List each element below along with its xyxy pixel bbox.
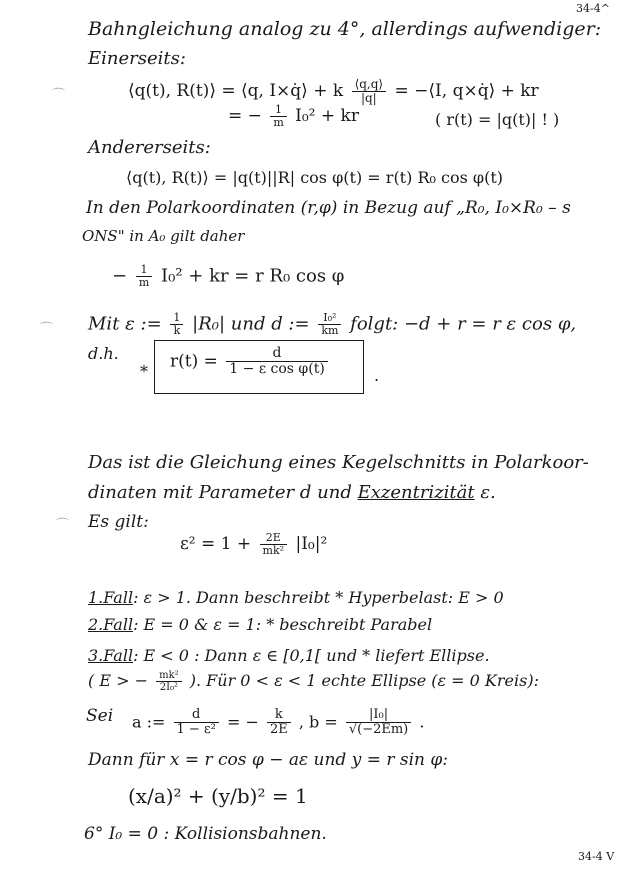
- margin-mark: ⌒: [56, 518, 70, 533]
- equation-3: ⟨q(t), R(t)⟩ = |q(t)||R| cos φ(t) = r(t) R₀ cos φ(t): [126, 168, 503, 187]
- sei-definitions: a := $\frac{d}{\text{1 − ε²}}$ = − $\frac{k}{2E}$ , b = $\frac{\text{|I₀|}}{√(-2Em)}$ .: [132, 707, 425, 738]
- case-3: 3.Fall: E < 0 : Dann ε ∈ [0,1[ und * liefert Ellipse.: [88, 646, 490, 665]
- page-number-top: 34-4^: [576, 2, 610, 15]
- einerseits-label: Einerseits:: [88, 48, 186, 69]
- dann-line: Dann für x = r cos φ − aε und y = r sin φ:: [88, 750, 449, 770]
- sei-label: Sei: [86, 706, 114, 726]
- dh-label: d.h.: [88, 344, 119, 363]
- page-number-bottom: 34-4 V: [578, 850, 615, 863]
- heading-line: Bahngleichung analog zu 4°, allerdings aufwendiger:: [88, 18, 602, 40]
- equation-1: ⟨q(t), R(t)⟩ = ⟨q, I×q̇⟩ + k $\frac{⟨q,q⟩}{|q|}$ = −⟨I, q×q̇⟩ + kr: [128, 77, 539, 106]
- star-marker: *: [140, 362, 148, 381]
- equation-2: = − $\frac{1}{m}$ I₀² + kr: [228, 103, 359, 130]
- case-2: 2.Fall: E = 0 & ε = 1: * beschreibt Parabel: [88, 615, 433, 634]
- case-1: 1.Fall: ε > 1. Dann beschreibt * Hyperbelast: E > 0: [88, 588, 504, 607]
- epsilon-equation: ε² = 1 + $\frac{2E}{\text{mk²}}$ |I₀|²: [180, 531, 328, 558]
- equation-4: − $\frac{1}{m}$ I₀² + kr = r R₀ cos φ: [112, 263, 345, 290]
- andererseits-label: Andererseits:: [88, 137, 211, 158]
- sixth-point: 6° I₀ = 0 : Kollisionsbahnen.: [84, 824, 327, 844]
- margin-mark: ⌒: [52, 88, 66, 103]
- boxed-dot: .: [374, 366, 380, 385]
- equation-2-note: ( r(t) = |q(t)| ! ): [435, 110, 560, 129]
- polar-text-line-2: ONS" in A₀ gilt daher: [82, 227, 245, 245]
- boxed-equation: r(t) = $\frac{d}{\text{1 − ε cos φ(t)}}$: [170, 346, 331, 378]
- mit-line: Mit ε := $\frac{1}{k}$ |R₀| und d := $\frac{\text{I₀²}}{km}$ folgt: −d + r = r ε cos φ,: [88, 311, 577, 338]
- kegel-line-2: dinaten mit Parameter d und Exzentrizität ε.: [88, 482, 496, 503]
- margin-mark: ⌒: [40, 322, 54, 337]
- polar-text-line-1: In den Polarkoordinaten (r,φ) in Bezug auf „R₀, I₀×R₀ – s: [86, 198, 571, 218]
- ellipse-equation: (x/a)² + (y/b)² = 1: [128, 784, 308, 808]
- kegel-line-1: Das ist die Gleichung eines Kegelschnitts in Polarkoor-: [88, 452, 589, 473]
- es-gilt-label: Es gilt:: [88, 512, 149, 532]
- case-3-continued: ( E > − $\frac{\text{mk²}}{\text{2I₀²}}$ ). Für 0 < ε < 1 echte Ellipse (ε = 0 Kreis):: [88, 670, 539, 693]
